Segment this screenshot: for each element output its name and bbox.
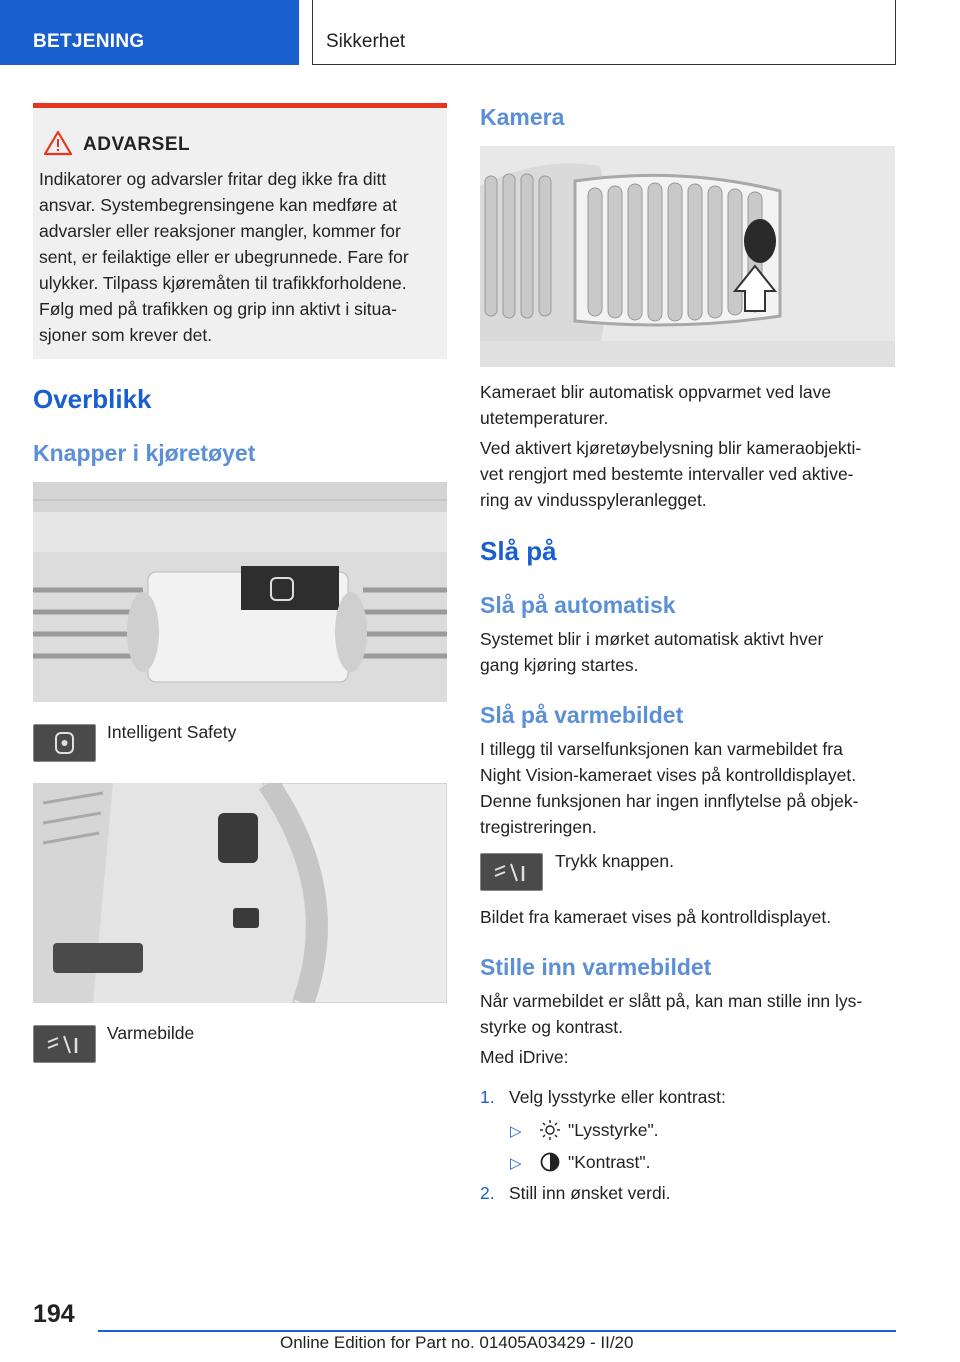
heading-sla-pa-automatisk: Slå på automatisk (480, 592, 676, 618)
press-button-label: Trykk knappen. (555, 851, 674, 871)
heading-sla-pa-varmebildet: Slå på varmebildet (480, 702, 684, 728)
idrive-label: Med iDrive: (480, 1047, 569, 1067)
intelligent-safety-icon (33, 724, 96, 762)
bullet-triangle-icon: ▷ (510, 1123, 522, 1140)
footer-edition: Online Edition for Part no. 01405A03429 - II/20 (280, 1333, 634, 1352)
sub-item-contrast: "Kontrast". (568, 1152, 651, 1172)
button2-label: Varmebilde (107, 1023, 195, 1043)
page-number: 194 (33, 1300, 75, 1328)
list-text: Still inn ønsket verdi. (509, 1183, 671, 1203)
sub-item-brightness: "Lysstyrke". (568, 1120, 659, 1140)
contrast-icon (539, 1151, 561, 1173)
stille-paragraph: Når varmebildet er slått på, kan man stille inn lys- styrke og kontrast. (480, 991, 863, 1037)
footer-divider (98, 1330, 896, 1332)
varme-paragraph: I tillegg til varselfunksjonen kan varmebildet fra Night Vision-kameraet vises på kontrolldisplayet. Denne funksjonen har ingen innflytelse på objek- tregistreringen. (480, 739, 859, 837)
list-number: 2. (480, 1183, 495, 1203)
steering-buttons-image (33, 783, 447, 1003)
kamera-paragraph-1: Kameraet blir automatisk oppvarmet ved lave utetemperaturer. (480, 382, 832, 428)
warning-text: Indikatorer og advarsler fritar deg ikke fra ditt ansvar. Systembegrensingene kan medføre at advarsler eller reaksjoner mangler, kommer for sent, er feilaktige eller er ubegrunnede. Fare for ulykker. Tilpass kjøremåten til trafikkforholdene. Følg med på trafikken og grip inn aktivt i situa- sjoner som krever det. (39, 169, 409, 345)
display-paragraph: Bildet fra kameraet vises på kontrolldisplayet. (480, 907, 832, 927)
heading-sla-pa: Slå på (480, 536, 557, 566)
warning-box (33, 103, 447, 359)
bullet-triangle-icon: ▷ (510, 1155, 522, 1172)
brightness-icon (539, 1119, 561, 1141)
heading-kamera: Kamera (480, 104, 565, 130)
warning-triangle-icon (43, 130, 73, 156)
camera-image (480, 146, 895, 367)
night-vision-icon (33, 1025, 96, 1063)
button1-label: Intelligent Safety (107, 722, 237, 742)
heading-stille-inn: Stille inn varmebildet (480, 954, 712, 980)
warning-title: ADVARSEL (83, 134, 191, 155)
auto-paragraph: Systemet blir i mørket automatisk aktivt hver gang kjøring startes. (480, 629, 824, 675)
section-tab (0, 0, 299, 65)
chapter-tab (312, 0, 896, 65)
dashboard-buttons-image (33, 482, 447, 702)
chapter-title: Sikkerhet (326, 31, 406, 52)
heading-knapper: Knapper i kjøretøyet (33, 440, 256, 466)
kamera-paragraph-2: Ved aktivert kjøretøybelysning blir kameraobjekti- vet rengjort med bestemte intervaller ved aktive- ring av vindusspyleranlegget. (480, 438, 862, 510)
section-title: BETJENING (33, 31, 145, 52)
heading-overblikk: Overblikk (33, 384, 152, 414)
list-text: Velg lysstyrke eller kontrast: (509, 1087, 726, 1107)
night-vision-button-icon (480, 853, 543, 891)
list-number: 1. (480, 1087, 495, 1107)
